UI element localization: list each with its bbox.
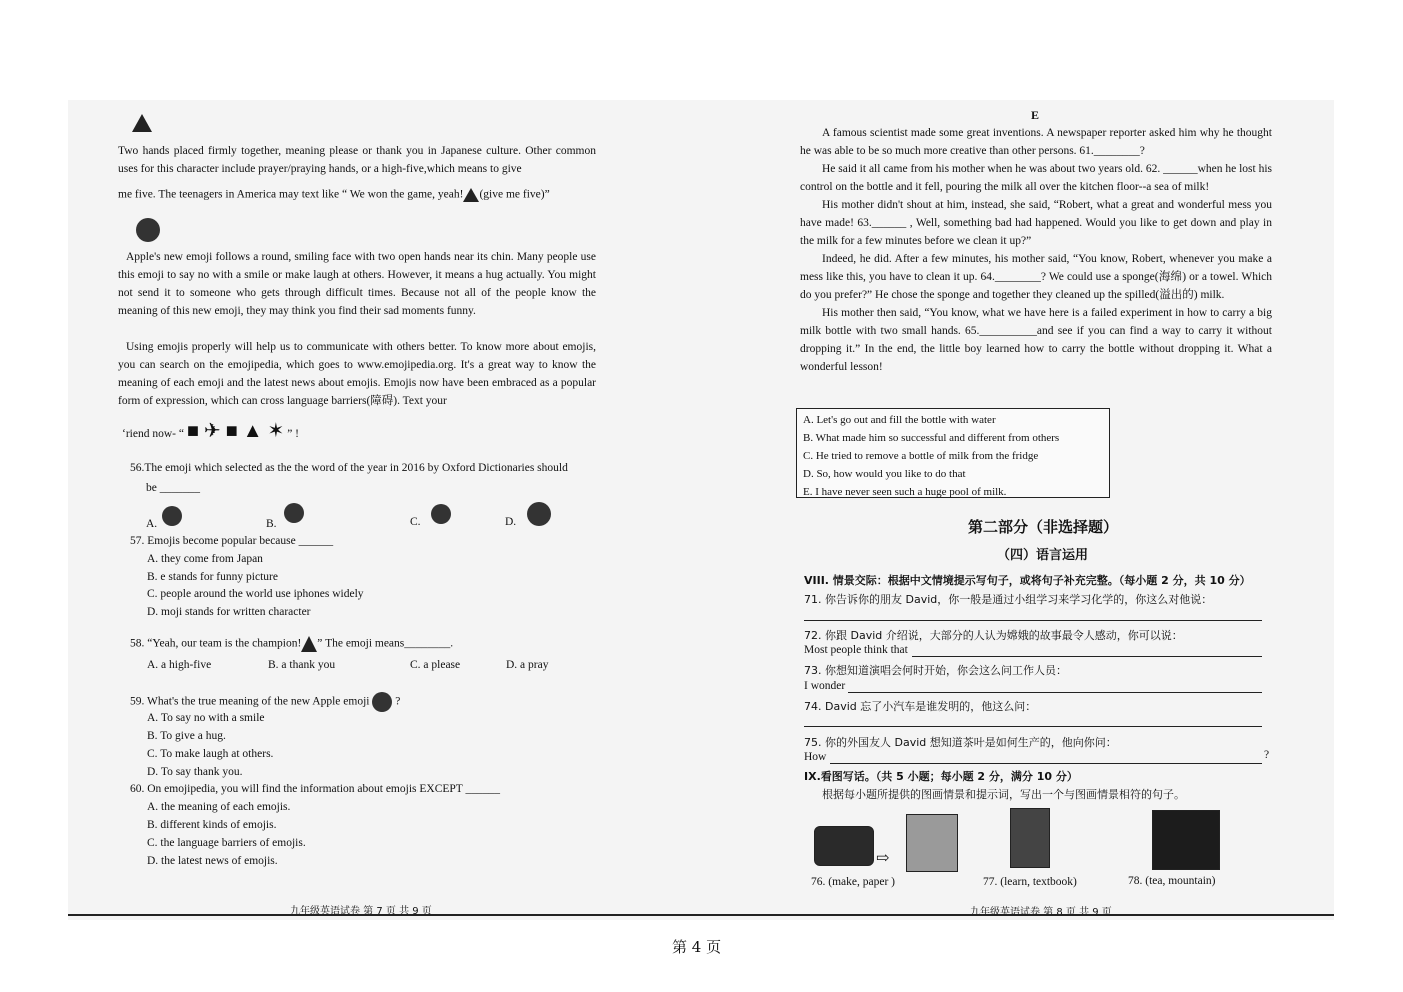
- q78-caption: 78. (tea, mountain): [1128, 875, 1216, 887]
- q59-option-b[interactable]: B. To give a hug.: [147, 730, 226, 742]
- q59-option-d[interactable]: D. To say thank you.: [147, 766, 243, 778]
- q60-option-b[interactable]: B. different kinds of emojis.: [147, 819, 277, 831]
- q56-option-d[interactable]: D.: [505, 516, 517, 528]
- q77-caption: 77. (learn, textbook): [983, 876, 1077, 888]
- q74-answer-line[interactable]: [804, 726, 1262, 727]
- smiley-emoji-icon: [162, 506, 182, 526]
- box-option-a: A. Let's go out and fill the bottle with water: [803, 414, 996, 426]
- section-ix-directions: 根据每小题所提供的图画情景和提示词，写出一个与图画情景相符的句子。: [822, 788, 1185, 801]
- praying-hands-icon: [301, 636, 317, 652]
- question-71: 71. 你告诉你的朋友 David，你一般是通过小组学习来学习化学的，你这么对他说：: [804, 593, 1213, 606]
- options-box: [796, 408, 1110, 498]
- q60-option-c[interactable]: C. the language barriers of emojis.: [147, 837, 306, 849]
- question-72: 72. 你跟 David 介绍说，大部分的人认为嫦娥的故事最令人感动，你可以说：: [804, 629, 1183, 642]
- question-59: 59. What's the true meaning of the new Apple emoji ?: [130, 692, 400, 712]
- q75-prompt: How: [804, 751, 827, 763]
- q71-answer-line[interactable]: [804, 620, 1262, 621]
- bottom-rule: [68, 914, 1334, 916]
- q57-option-d[interactable]: D. moji stands for written character: [147, 606, 311, 618]
- part-two-title: 第二部分（非选择题）: [968, 518, 1119, 536]
- q75-question-mark: ?: [1264, 749, 1270, 761]
- textbook-image: [1010, 808, 1050, 868]
- arrow-right-icon: ⇨: [876, 850, 890, 867]
- question-73: 73. 你想知道演唱会何时开始，你会这么问工作人员：: [804, 664, 1067, 677]
- passage-e-p3: His mother didn't shout at him, instead, she said, “Robert, what a great and wonderful mess you have made! 63.______ , Well, something bad had happened. Would you like to get down and play in the milk for a few minutes before we clean it up?”: [800, 199, 1272, 247]
- q73-answer-line[interactable]: [848, 692, 1262, 693]
- question-56: 56.The emoji which selected as the the word of the year in 2016 by Oxford Dictionaries should: [130, 462, 568, 474]
- passage-e-p5: His mother then said, “You know, what we have here is a failed experiment in how to carry a big milk bottle with two small hands. 65.__________and see if you can find a way to carry it without dropping it.” In the end, the little boy learned how to carry the bottle without dropping it. What a wonderful lesson!: [800, 307, 1272, 373]
- friend-now-line: ‘riend now- “ ■ ✈ ■ ▲ ✶ ” !: [122, 420, 299, 442]
- left-passage-using: [118, 338, 596, 410]
- q58-option-a[interactable]: A. a high-five: [147, 659, 212, 671]
- q72-prompt: Most people think that: [804, 644, 908, 656]
- emoji-sentence-icon: ■ ✈ ■ ▲ ✶: [186, 420, 285, 442]
- q57-option-c[interactable]: C. people around the world use iphones widely: [147, 588, 364, 600]
- hug-emoji-icon: [372, 692, 392, 712]
- paragraph-hands-line2: me five. The teenagers in America may text like “ We won the game, yeah! (give me five)”: [118, 188, 550, 201]
- praying-hands-icon: [463, 188, 479, 202]
- q60-option-a[interactable]: A. the meaning of each emojis.: [147, 801, 291, 813]
- right-page-footer: 九年级英语试卷 第 8 页 共 9 页: [970, 907, 1112, 918]
- box-option-e: E. I have never seen such a huge pool of milk.: [803, 486, 1007, 498]
- question-56-blank: be _______: [146, 482, 200, 494]
- tea-mountain-image: [1152, 810, 1220, 870]
- box-option-b: B. What made him so successful and different from others: [803, 432, 1060, 444]
- passage-e-p1: A famous scientist made some great inventions. A newspaper reporter asked him why he thought he was able to be so much more creative than other persons. 61.________?: [800, 127, 1272, 157]
- q57-option-a[interactable]: A. they come from Japan: [147, 553, 263, 565]
- hug-emoji-icon: [527, 502, 551, 526]
- section-ix-instructions: IX.看图写话。（共 5 小题；每小题 2 分，满分 10 分）: [804, 770, 1078, 783]
- question-60: 60. On emojipedia, you will find the information about emojis EXCEPT ______: [130, 783, 500, 795]
- part-two-subtitle: （四）语言运用: [997, 548, 1089, 563]
- paragraph-apple: Apple's new emoji follows a round, smiling face with two open hands near its chin. Many people use this emoji to say no with a smile or make laugh at others. However, it means a hug actually. You might not send it to someone who gets through difficult times. Because not all of the people know the meaning of this new emoji, they may think you find their sad moments funny.: [118, 251, 596, 317]
- passage-e-p4: Indeed, he did. After a few minutes, his mother said, “You know, Robert, whenever you make a mess like this, you have to clean it up. 64.________? We could use a sponge(海绵) or a towel. Which do you prefer?” He chose the sponge and together they cleaned up the spilled(溢出的) milk.: [800, 253, 1272, 301]
- q56-option-c[interactable]: C.: [410, 516, 421, 528]
- q57-option-b[interactable]: B. e stands for funny picture: [147, 571, 278, 583]
- question-74: 74. David 忘了小汽车是谁发明的，他这么问：: [804, 700, 1037, 713]
- q72-answer-line[interactable]: [912, 656, 1262, 657]
- q56-option-a[interactable]: A.: [146, 518, 158, 530]
- question-75: 75. 你的外国友人 David 想知道茶叶是如何生产的，他向你问：: [804, 736, 1117, 749]
- left-passage-hands: [118, 142, 596, 178]
- paper-stack-image: [906, 814, 958, 872]
- passage-e-heading: E: [1031, 108, 1040, 122]
- question-57: 57. Emojis become popular because ______: [130, 535, 334, 547]
- laughing-emoji-icon: [284, 503, 304, 523]
- q56-option-b[interactable]: B.: [266, 518, 277, 530]
- paragraph-using: Using emojis properly will help us to communicate with others better. To know more about emojis, you can search on the emojipedia, which goes to www.emojipedia.org. It's a great way to know the meaning of each emoji and the latest news about emojis. Emojis now have been embraced as a popular form of expression, which can cross language barriers(障碍). Text your: [118, 341, 596, 407]
- box-option-d: D. So, how would you like to do that: [803, 468, 966, 480]
- paragraph-hands: Two hands placed firmly together, meaning please or thank you in Japanese culture. Other common uses for this character include prayer/praying hands, or a high-five,which means to give: [118, 145, 596, 175]
- q75-answer-line[interactable]: [830, 763, 1262, 764]
- question-58: 58. “Yeah, our team is the champion! ” The emoji means________.: [130, 636, 453, 652]
- hug-emoji-icon: [136, 218, 160, 242]
- passage-e-p2: He said it all came from his mother when he was about two years old. 62. ______when he lost his control on the bottle and it fell, pouring the milk all over the kitchen floor--a sea of milk!: [800, 163, 1273, 193]
- box-option-c: C. He tried to remove a bottle of milk from the fridge: [803, 450, 1039, 462]
- left-page-footer: 九年级英语试卷 第 7 页 共 9 页: [290, 906, 432, 917]
- section-viii-instructions: VIII. 情景交际：根据中文情境提示写句子，或将句子补充完整。（每小题 2 分，共 10 分）: [804, 574, 1251, 587]
- tears-of-joy-emoji-icon: [431, 504, 451, 524]
- q73-prompt: I wonder: [804, 680, 846, 692]
- praying-hands-icon: [132, 114, 152, 132]
- q58-option-d[interactable]: D. a pray: [506, 659, 549, 671]
- q58-option-c[interactable]: C. a please: [410, 659, 461, 671]
- q58-option-b[interactable]: B. a thank you: [268, 659, 336, 671]
- q60-option-d[interactable]: D. the latest news of emojis.: [147, 855, 278, 867]
- left-passage-apple: [118, 248, 596, 320]
- q76-caption: 76. (make, paper ): [811, 876, 895, 888]
- q59-option-a[interactable]: A. To say no with a smile: [147, 712, 265, 724]
- page-number: 第 4 页: [672, 938, 722, 956]
- passage-e: [800, 124, 1272, 376]
- q59-option-c[interactable]: C. To make laugh at others.: [147, 748, 274, 760]
- wood-logs-image: [814, 826, 874, 866]
